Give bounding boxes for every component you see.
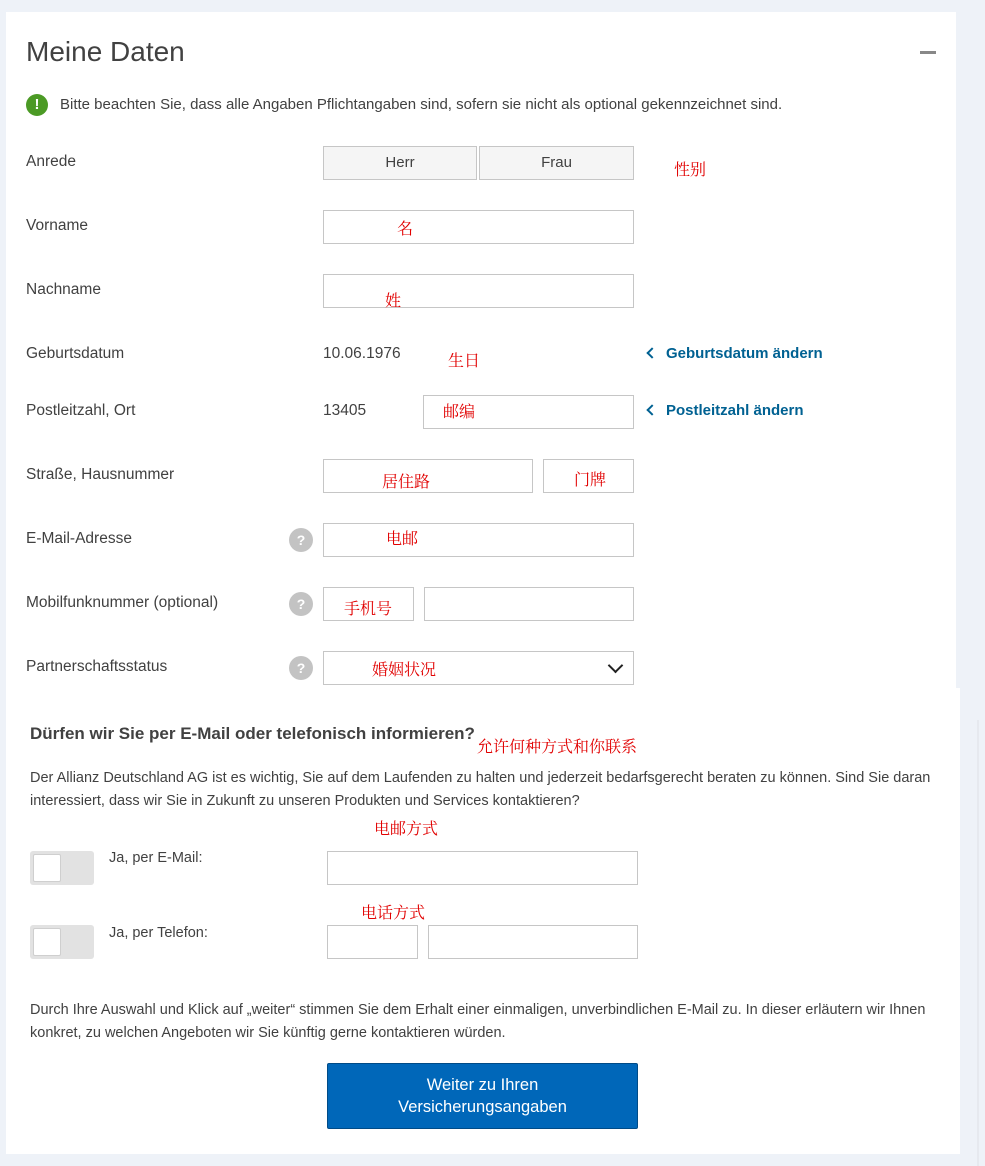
geburtsdatum-value: 10.06.1976 bbox=[323, 345, 401, 362]
section-title: Meine Daten bbox=[26, 36, 185, 67]
mobil-number-input[interactable] bbox=[424, 587, 634, 621]
consent-email-input[interactable] bbox=[327, 851, 638, 885]
strasse-note: 居住路 bbox=[382, 472, 431, 491]
continue-line1: Weiter zu Ihren bbox=[426, 1076, 539, 1094]
consent-text: Durch Ihre Auswahl und Klick auf „weiter“ stimmen Sie dem Erhalt einer einmaligen, unverbindlichen E-Mail zu. In dieser erläutern wir Ihnen konkret, zu welchen Angeboten wir Sie künftig gerne kontaktieren würden. bbox=[30, 1002, 926, 1041]
partner-note: 婚姻状况 bbox=[372, 660, 437, 679]
anrede-frau-button[interactable]: Frau bbox=[479, 146, 634, 180]
strasse-label: Straße, Hausnummer bbox=[26, 466, 175, 483]
email-note: 电邮 bbox=[386, 529, 419, 548]
contact-intro: Der Allianz Deutschland AG ist es wichtig, Sie auf dem Laufenden zu halten und jederzeit bedarfsgerecht beraten zu können. Sind Sie daran interessiert, dass wir Sie in Zukunft zu unseren Produkten und Services kontaktieren? bbox=[30, 770, 931, 809]
email-label: E-Mail-Adresse bbox=[26, 530, 132, 547]
geburtsdatum-note: 生日 bbox=[448, 351, 481, 370]
geburtsdatum-change-text: Geburtsdatum ändern bbox=[666, 345, 823, 362]
email-method-note: 电邮方式 bbox=[374, 819, 439, 838]
nachname-input[interactable] bbox=[323, 274, 634, 308]
anrede-note: 性别 bbox=[674, 160, 707, 179]
help-icon[interactable]: ? bbox=[289, 528, 313, 552]
plz-note: 邮编 bbox=[443, 402, 476, 421]
plz-change-link[interactable] bbox=[648, 402, 804, 419]
chevron-left-icon bbox=[646, 404, 657, 415]
vorname-label: Vorname bbox=[26, 217, 89, 234]
phone-consent-toggle[interactable] bbox=[30, 925, 94, 959]
consent-phone-prefix-input[interactable] bbox=[327, 925, 418, 959]
nachname-label: Nachname bbox=[26, 281, 101, 298]
page-edge-line bbox=[977, 720, 979, 1166]
continue-line2: Versicherungsangaben bbox=[398, 1098, 567, 1116]
plz-label: Postleitzahl, Ort bbox=[26, 402, 136, 419]
anrede-herr-button[interactable]: Herr bbox=[323, 146, 477, 180]
chevron-left-icon bbox=[646, 347, 657, 358]
consent-phone-number-input[interactable] bbox=[428, 925, 638, 959]
geburtsdatum-label: Geburtsdatum bbox=[26, 345, 125, 362]
help-icon[interactable]: ? bbox=[289, 656, 313, 680]
collapse-icon[interactable] bbox=[920, 51, 936, 54]
mobil-label: Mobilfunknummer (optional) bbox=[26, 594, 219, 611]
continue-button[interactable] bbox=[327, 1063, 638, 1129]
email-input[interactable] bbox=[323, 523, 634, 557]
mobil-note: 手机号 bbox=[344, 599, 393, 618]
info-exclamation-icon: ! bbox=[26, 94, 48, 116]
toggle-knob bbox=[33, 928, 61, 956]
email-consent-label: Ja, per E-Mail: bbox=[109, 850, 203, 866]
geburtsdatum-change-link[interactable] bbox=[648, 345, 823, 362]
plz-value: 13405 bbox=[323, 402, 367, 419]
partner-select[interactable] bbox=[323, 651, 634, 685]
anrede-label: Anrede bbox=[26, 153, 76, 170]
phone-consent-label: Ja, per Telefon: bbox=[109, 925, 208, 941]
help-icon[interactable]: ? bbox=[289, 592, 313, 616]
continue-button-label bbox=[398, 1074, 567, 1118]
plz-change-text: Postleitzahl ändern bbox=[666, 402, 804, 419]
hausnummer-note: 门牌 bbox=[574, 470, 607, 489]
phone-method-note: 电话方式 bbox=[361, 903, 426, 922]
vorname-input[interactable] bbox=[323, 210, 634, 244]
contact-heading-note: 允许何种方式和你联系 bbox=[477, 737, 638, 756]
vorname-note: 名 bbox=[397, 219, 414, 238]
partner-label: Partnerschaftsstatus bbox=[26, 658, 168, 675]
toggle-knob bbox=[33, 854, 61, 882]
required-notice: Bitte beachten Sie, dass alle Angaben Pflichtangaben sind, sofern sie nicht als optional gekennzeichnet sind. bbox=[60, 96, 783, 113]
nachname-note: 姓 bbox=[385, 291, 402, 310]
contact-heading: Dürfen wir Sie per E-Mail oder telefonisch informieren? bbox=[30, 724, 475, 743]
email-consent-toggle[interactable] bbox=[30, 851, 94, 885]
